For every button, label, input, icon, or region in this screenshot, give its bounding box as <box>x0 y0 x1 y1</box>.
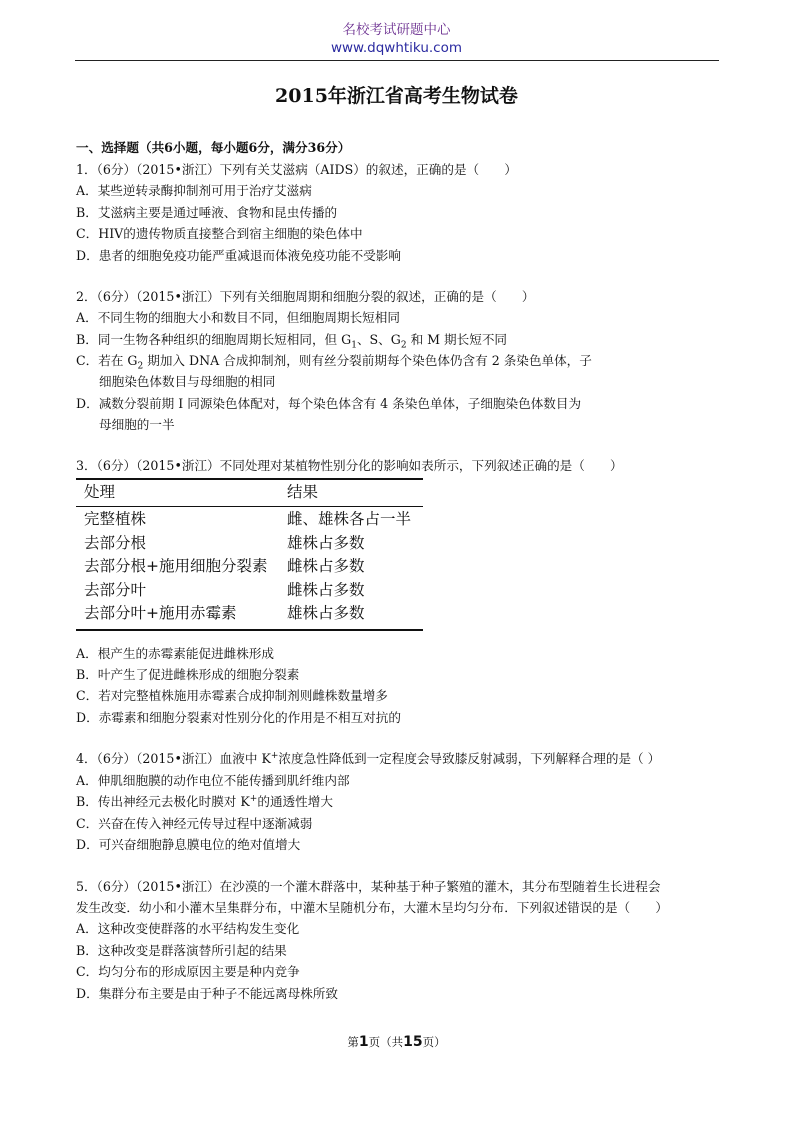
total-pages: 15 <box>403 1034 423 1050</box>
q5-option-b: B．这种改变是群落演替所引起的结果 <box>76 943 287 958</box>
q3-option-d: D．赤霉素和细胞分裂素对性别分化的作用是不相互对抗的 <box>76 710 401 725</box>
table-top-rule <box>76 478 423 480</box>
q1-option-c: C．HIV的遗传物质直接整合到宿主细胞的染色体中 <box>76 226 363 241</box>
table-cell: 雌、雄株各占一半 <box>287 510 412 528</box>
table-cell: 雄株占多数 <box>287 534 365 552</box>
current-page: 1 <box>358 1034 369 1050</box>
table-header-treatment: 处理 <box>84 483 116 501</box>
header-divider <box>75 60 719 61</box>
q2-option-c: C．若在 $G_2$ 期加入 DNA 合成抑制剂，则有丝分裂前期每个染色体仍含有 2 条染色单体，子 <box>76 353 592 372</box>
table-cell: 去部分叶 <box>84 581 147 599</box>
table-cell: 雄株占多数 <box>287 604 365 622</box>
q5-option-c: C．均匀分布的形成原因主要是种内竞争 <box>76 964 300 979</box>
table-header-rule <box>76 506 423 507</box>
q3-stem: 3．（6分）（2015•浙江）不同处理对某植物性别分化的影响如表所示，下列叙述正确的是（ ） <box>76 458 623 473</box>
page-footer: 第1页（共15页） <box>347 1034 446 1050</box>
table-cell: 完整植株 <box>84 510 147 528</box>
q2-option-d-cont: 母细胞的一半 <box>99 417 175 432</box>
q4-option-a: A．伸肌细胞膜的动作电位不能传播到肌纤维内部 <box>76 773 350 788</box>
table-header-result: 结果 <box>287 483 319 501</box>
table-cell: 去部分根+施用细胞分裂素 <box>84 557 268 575</box>
site-name: 名校考试研题中心 <box>342 22 451 38</box>
q1-option-b: B．艾滋病主要是通过唾液、食物和昆虫传播的 <box>76 205 338 220</box>
q4-option-b: B．传出神经元去极化时膜对 K+的通透性增大 <box>76 793 333 809</box>
q2-option-a: A．不同生物的细胞大小和数目不同，但细胞周期长短相同 <box>76 310 400 325</box>
table-cell: 去部分根 <box>84 534 147 552</box>
q4-option-c: C．兴奋在传入神经元传导过程中逐渐减弱 <box>76 816 313 831</box>
q5-stem-cont: 发生改变．幼小和小灌木呈集群分布，中灌木呈随机分布，大灌木呈均匀分布．下列叙述错误的是（ ） <box>76 900 668 915</box>
q1-option-a: A．某些逆转录酶抑制剂可用于治疗艾滋病 <box>76 183 312 198</box>
q2-option-b: B．同一生物各种组织的细胞周期长短相同，但 $G_1$、S、$G_2$ 和 M 期长短不同 <box>76 332 508 351</box>
site-url[interactable]: www.dqwhtiku.com <box>330 40 463 56</box>
q1-option-d: D．患者的细胞免疫功能严重减退而体液免疫功能不受影响 <box>76 248 401 263</box>
q3-option-b: B．叶产生了促进雌株形成的细胞分裂素 <box>76 667 300 682</box>
q5-option-d: D．集群分布主要是由于种子不能远离母株所致 <box>76 986 338 1001</box>
q2-stem: 2．（6分）（2015•浙江）下列有关细胞周期和细胞分裂的叙述，正确的是（ ） <box>76 289 535 304</box>
table-cell: 雌株占多数 <box>287 557 365 575</box>
q5-option-a: A．这种改变使群落的水平结构发生变化 <box>76 921 300 936</box>
q1-stem: 1．（6分）（2015•浙江）下列有关艾滋病（AIDS）的叙述，正确的是（ ） <box>76 162 517 177</box>
q4-option-d: D．可兴奋细胞静息膜电位的绝对值增大 <box>76 837 301 852</box>
q3-option-a: A．根产生的赤霉素能促进雌株形成 <box>76 646 275 661</box>
q4-stem: 4．（6分）（2015•浙江）血液中 K+浓度急性降低到一定程度会导致膝反射减弱，下列解释合理的是（ ） <box>76 750 661 766</box>
q2-option-d: D．减数分裂前期 I 同源染色体配对，每个染色体含有 4 条染色单体，子细胞染色体数目为 <box>76 396 582 411</box>
table-bottom-rule <box>76 629 423 631</box>
table-cell: 雌株占多数 <box>287 581 365 599</box>
q2-option-c-cont: 细胞染色体数目与母细胞的相同 <box>99 374 276 389</box>
section-heading: 一、选择题（共6小题，每小题6分，满分36分） <box>76 140 351 155</box>
q3-option-c: C．若对完整植株施用赤霉素合成抑制剂则雌株数量增多 <box>76 688 388 703</box>
q5-stem: 5．（6分）（2015•浙江）在沙漠的一个灌木群落中，某种基于种子繁殖的灌木，其分布型随着生长进程会 <box>76 879 661 894</box>
table-cell: 去部分叶+施用赤霉素 <box>84 604 237 622</box>
page-title: 2015年浙江省高考生物试卷 <box>275 85 518 107</box>
